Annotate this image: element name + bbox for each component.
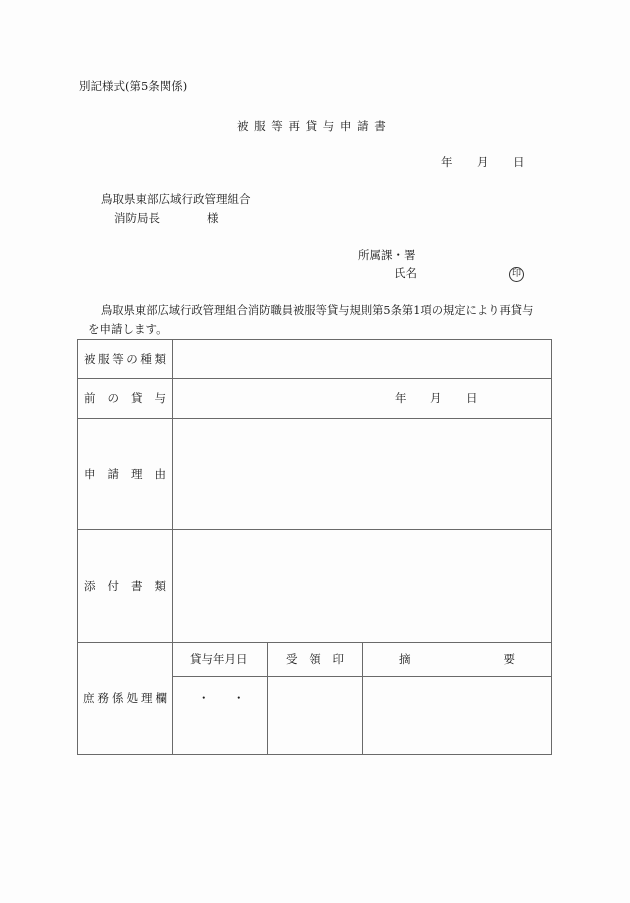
header-loan-date: 貸与年月日 [190,652,248,666]
table-border-left [77,339,78,755]
loan-date-separator: ・ [233,691,245,705]
seal-mark-icon: 印 [509,267,524,282]
label-char: 添 [84,578,96,593]
label-char: の [107,391,119,405]
row-label-clothing-type [84,339,166,378]
label-char: 類 [154,578,166,593]
label-char: の [126,351,138,366]
label-char: 領 [309,652,321,666]
label-char: 与 [154,391,166,405]
label-char: 摘 [399,652,411,666]
body-text-line1: 鳥取県東部広域行政管理組合消防職員被服等貸与規則第5条第1項の規定により再貸与 [101,304,534,317]
applicant-dept-label: 所属課・署 [358,248,416,262]
previous-loan-field[interactable] [173,379,551,418]
label-char: 欄 [155,691,167,705]
label-char: 受 [286,652,298,666]
addressee-org: 鳥取県東部広域行政管理組合 [101,192,251,206]
label-char: 貸 [131,391,143,405]
summary-field[interactable] [363,677,551,754]
previous-loan-day: 日 [466,391,478,405]
label-char: 種 [140,351,152,366]
label-char: 理 [131,466,143,481]
label-char: 理 [141,691,153,705]
label-char: 服 [98,351,110,366]
label-char: 前 [84,391,96,405]
date-day: 日 [513,155,525,169]
label-char: 庶 [83,691,95,705]
reason-field[interactable] [173,419,551,529]
date-month: 月 [477,155,489,169]
row-label-admin-processing [83,642,167,754]
row-label-attachments [84,529,166,642]
label-char: 請 [107,466,119,481]
label-char: 印 [332,652,344,666]
addressee-position: 消防局長 [114,211,160,225]
label-char: 書 [131,578,143,593]
document-title: 被 服 等 再 貸 与 申 請 書 [237,119,387,133]
body-text-line2: を申請します。 [88,322,168,336]
label-char: 付 [107,578,119,593]
row-label-reason [84,418,166,529]
label-char: 申 [84,466,96,481]
loan-date-separator: ・ [198,691,210,705]
addressee-honorific: 様 [207,211,219,225]
previous-loan-year: 年 [395,391,407,405]
receipt-seal-field[interactable] [268,677,362,754]
label-char: 類 [154,351,166,366]
label-char: 被 [84,351,96,366]
header-receipt-seal [286,642,344,676]
header-summary [399,642,515,676]
label-char: 由 [154,466,166,481]
applicant-name-label: 氏名 [394,266,417,280]
loan-date-field[interactable] [173,677,267,754]
label-char: 要 [503,652,515,666]
clothing-type-field[interactable] [173,340,551,378]
form-reference: 別記様式(第5条関係) [79,79,188,93]
attachments-field[interactable] [173,530,551,642]
label-char: 処 [126,691,138,705]
previous-loan-month: 月 [430,391,442,405]
label-char: 務 [97,691,109,705]
table-border-bottom [77,754,552,755]
table-border-right [551,339,552,755]
row-label-previous-loan [84,378,166,418]
label-char: 係 [112,691,124,705]
label-char: 等 [112,351,124,366]
date-year: 年 [441,155,453,169]
